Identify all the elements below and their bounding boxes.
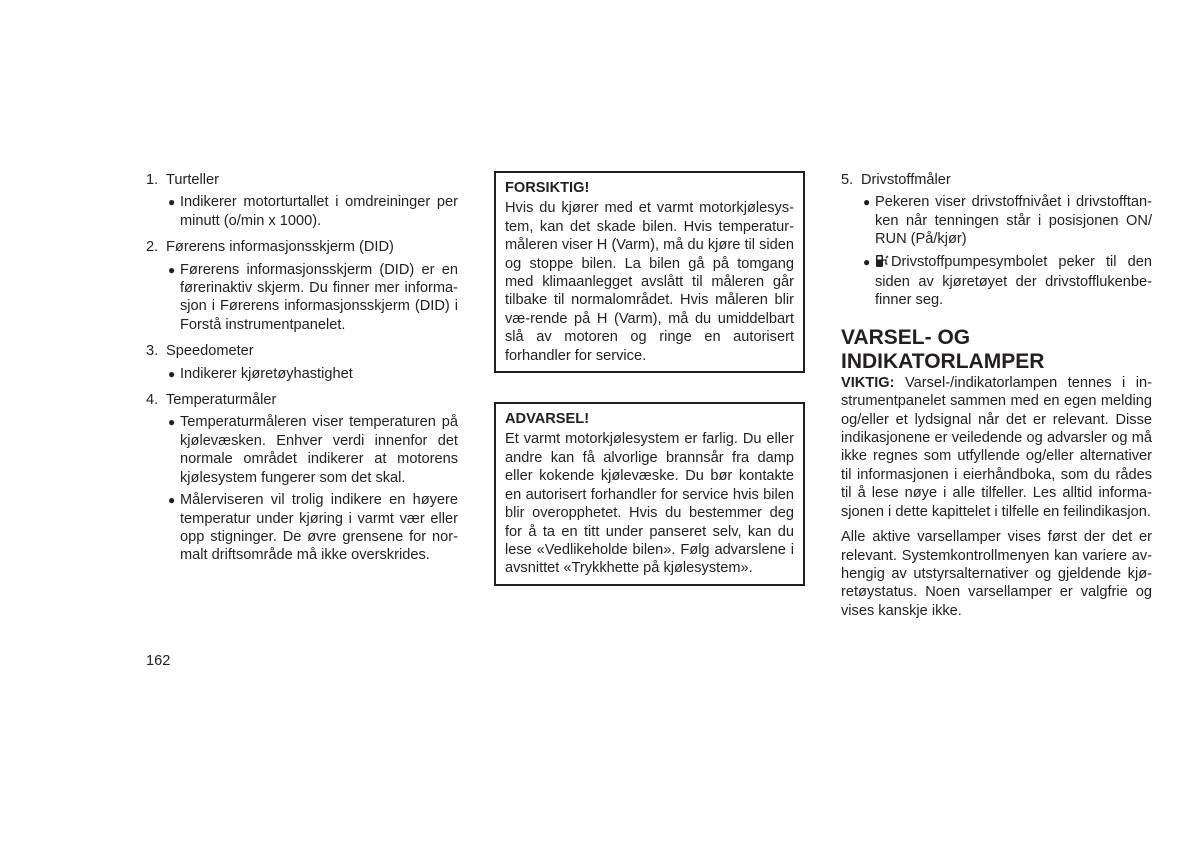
caution-text: Hvis du kjører med et varmt motorkjølesys-tem, kan det skade bilen. Hvis temperatur-måleren viser H (Varm), må du kjøre til siden og stoppe bilen. La bilen gå på tomgang med klimaanlegget avslått til måleren går tilbake til normalområdet. Hvis måleren blir væ-rende på H (Varm), må du umiddelbart slå av motoren og ringe en autorisert forhandler for service.: [505, 200, 794, 364]
list-item: [146, 391, 458, 565]
bullet-text: Pekeren viser drivstoffnivået i drivstofftan-ken når tenningen står i posisjonen ON/ RUN (På/kjør): [875, 194, 1152, 248]
warning-title: ADVARSEL!: [505, 411, 590, 428]
list-item: [146, 238, 458, 334]
bullet-item: [168, 365, 458, 383]
bullet-icon: ●: [168, 415, 176, 430]
paragraph-label: VIKTIG:: [841, 374, 895, 391]
caution-title: FORSIKTIG!: [505, 180, 590, 196]
item-number: 1.: [146, 172, 159, 188]
warning-text: Et varmt motorkjølesystem er farlig. Du eller andre kan få alvorlige brannsår fra damp eller kokende kjølevæske. Du bør kontakte en autorisert forhandler for service hvis bilen blir overopphetet. Hvis du bestemmer deg for å ta en titt under panseret selv, kan du lese «Vedlikeholde bilen». Følg advarslene i avsnittet «Trykkhette på kjølesystem».: [505, 431, 794, 577]
left-column: [146, 171, 458, 573]
list-item: [146, 171, 458, 230]
item-title: Speedometer: [166, 343, 254, 360]
right-column: [841, 171, 1152, 620]
bullet-text: Indikerer motorturtallet i omdreininger per minutt (o/min x 1000).: [180, 194, 458, 229]
bullet-icon: ●: [168, 195, 176, 210]
section-heading: [841, 326, 1152, 374]
bullet-item: [168, 413, 458, 487]
fuel-pump-icon: [875, 254, 889, 273]
bullet-item: [863, 193, 1152, 248]
list-item: [146, 342, 458, 383]
item-title: Drivstoffmåler: [861, 172, 951, 188]
bullet-item: [168, 491, 458, 565]
bullet-text: Temperaturmåleren viser temperaturen på kjølevæsken. Enhver verdi innenfor det normale området indikerer at motorens kjølesystem fungerer som det skal.: [180, 414, 458, 486]
bullet-icon: ●: [168, 366, 176, 381]
bullet-icon: ●: [168, 262, 176, 277]
bullet-item: [863, 253, 1152, 310]
caution-box: [494, 171, 805, 373]
item-title: Førerens informasjonsskjerm (DID): [166, 239, 394, 256]
bullet-text: Drivstoffpumpesymbolet peker til den siden av kjøretøyet der drivstofflukenbe-finner seg.: [875, 253, 1152, 309]
bullet-icon: ●: [863, 254, 871, 269]
middle-column: [494, 171, 805, 586]
item-title: Temperaturmåler: [166, 392, 277, 409]
page-number: 162: [146, 653, 171, 669]
bullet-icon: ●: [168, 493, 176, 508]
bullet-icon: ●: [863, 195, 871, 210]
paragraph: Alle aktive varsellamper vises først der det er relevant. Systemkontrollmenyen kan variere av-hengig av utstyrsalternativer og gjeldende kjø-retøystatus. Noen varsellamper er valgfrie og vises kanskje ikke.: [841, 529, 1152, 619]
item-number: 4.: [146, 392, 159, 409]
heading-line: VARSEL- OG: [841, 325, 971, 349]
list-item: [841, 171, 1152, 310]
paragraph-text: Varsel-/indikatorlampen tennes i in-strumentpanelet sammen med en egen melding og/eller et lydsignal når det er relevant. Disse indikasjonene er veiledende og advarsler og må ikke regnes som utfyllende og/eller alternativer til informasjonen i eierhåndboka, som du rådes til å lese nøye i alle tilfeller. Les alltid informa-sjonen i dette kapittelet i tilfelle en feilindikasjon.: [841, 374, 1152, 520]
item-number: 5.: [841, 172, 854, 188]
bullet-item: [168, 261, 458, 335]
bullet-text: Målerviseren vil trolig indikere en høyere temperatur under kjøring i varmt vær eller opp stigninger. De øvre grensene for nor-malt driftsområde må ikke overskrides.: [180, 492, 458, 564]
item-number: 3.: [146, 343, 159, 360]
paragraph: [841, 374, 1152, 521]
bullet-text: Indikerer kjøretøyhastighet: [180, 365, 353, 382]
bullet-text: Førerens informasjonsskjerm (DID) er en førerinaktiv skjerm. Du finner mer informa-sjon i Førerens informasjonsskjerm (DID) i Forstå instrumentpanelet.: [180, 261, 458, 333]
warning-box: [494, 402, 805, 586]
heading-line: INDIKATORLAMPER: [841, 349, 1045, 373]
item-number: 2.: [146, 239, 159, 256]
bullet-item: [168, 193, 458, 230]
item-title: Turteller: [166, 172, 219, 188]
bullet-text-with-icon: [875, 253, 1152, 310]
